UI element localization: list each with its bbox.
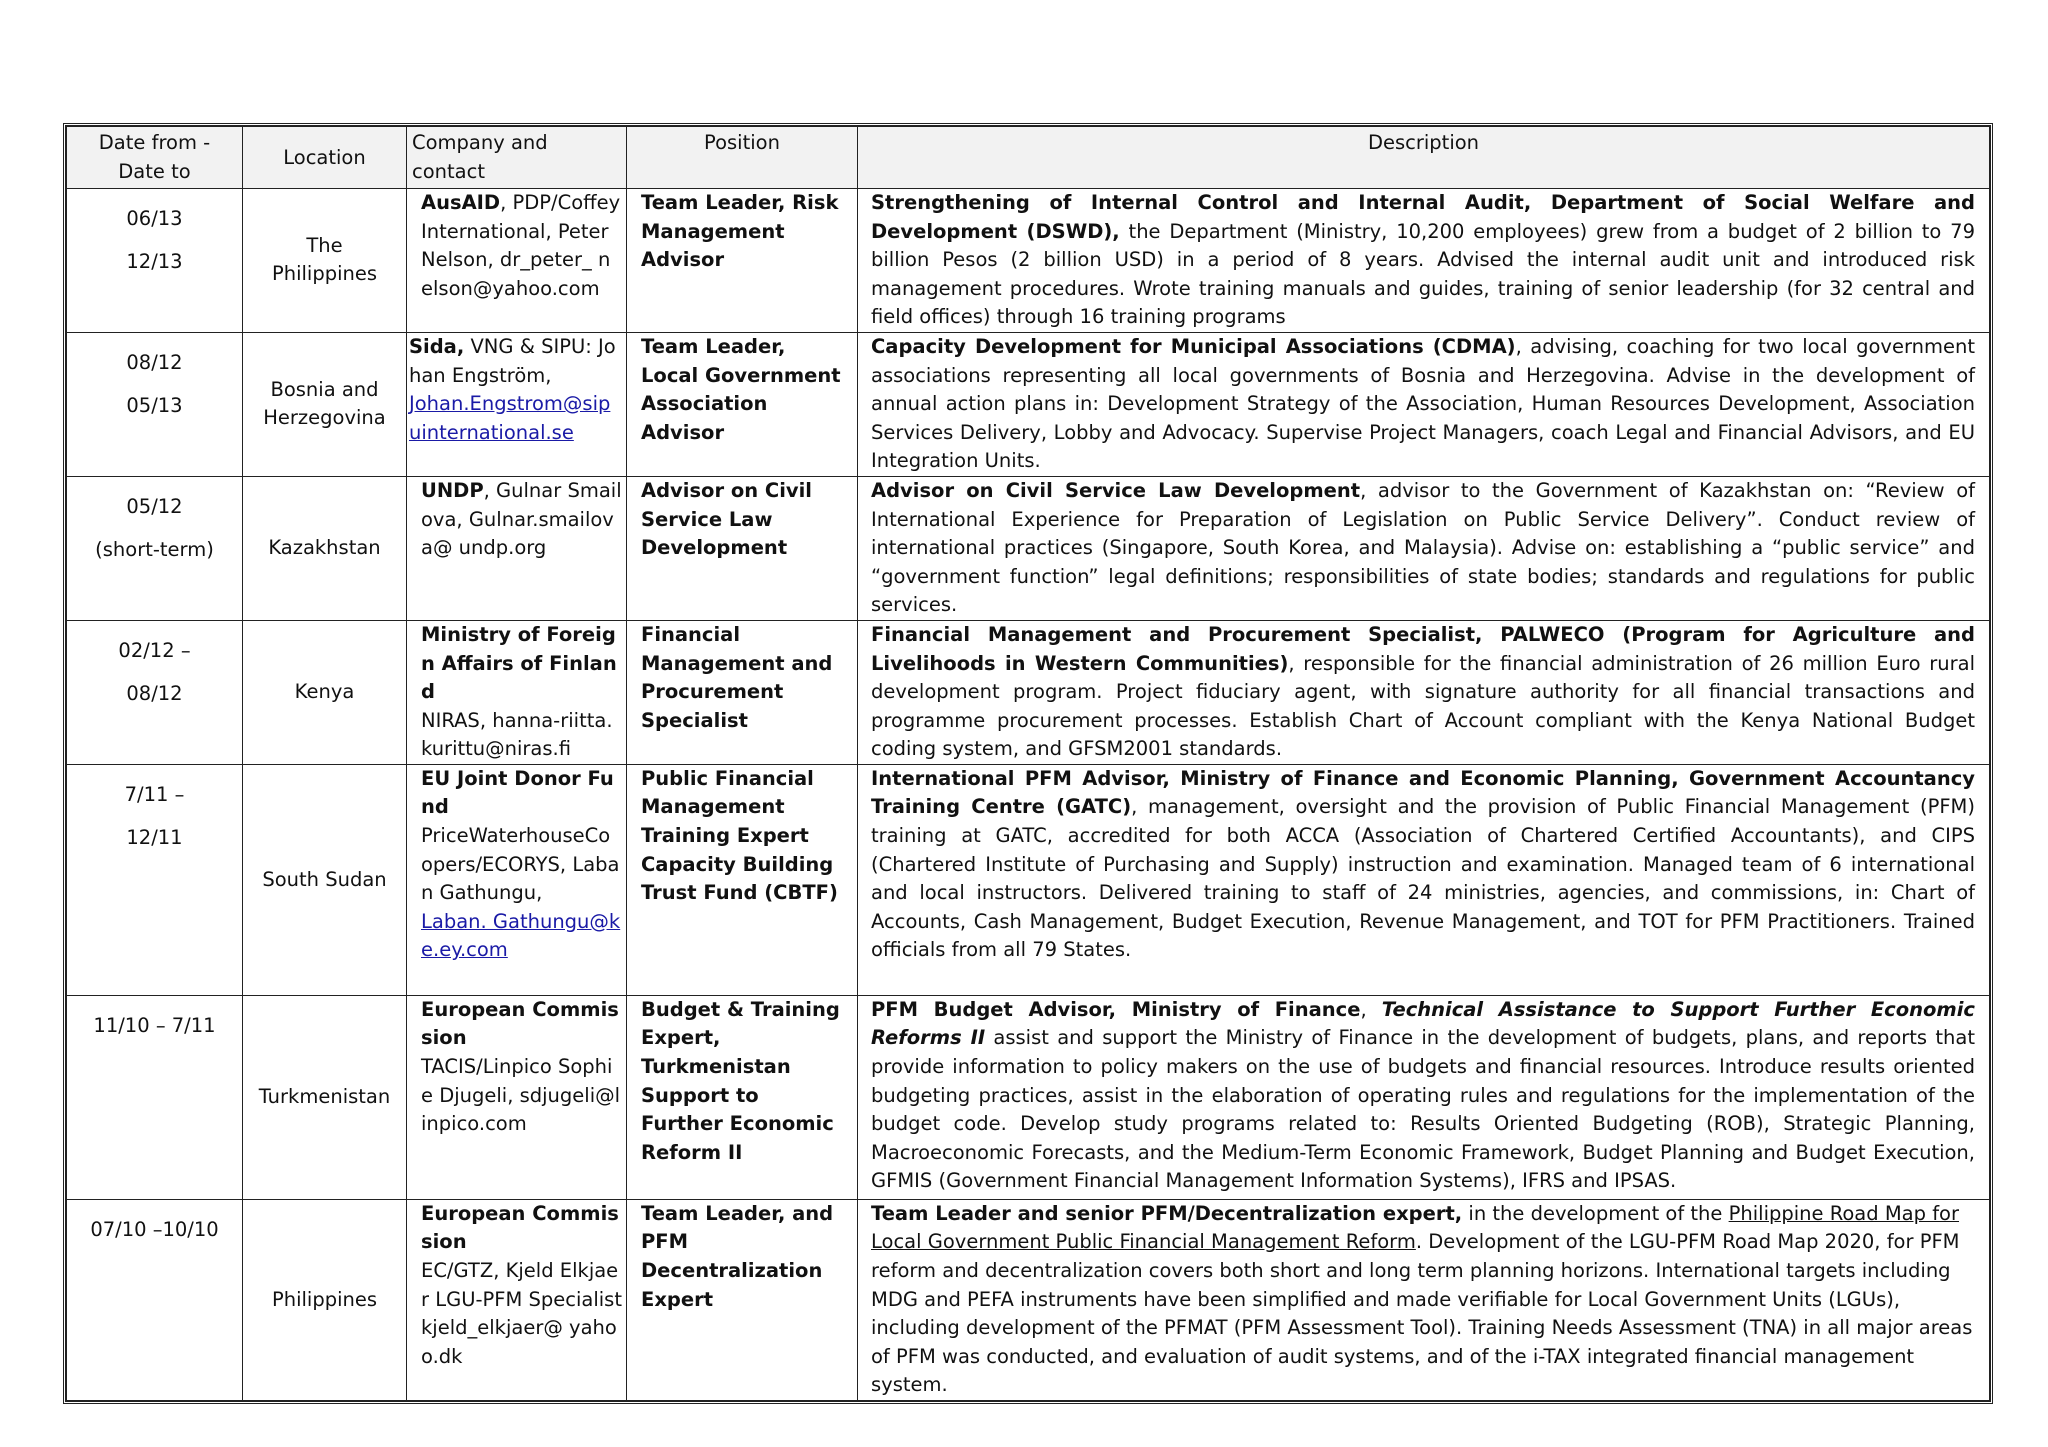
- company-name: EU Joint Donor Fund: [421, 766, 614, 819]
- company-name: AusAID: [421, 191, 501, 214]
- position-cell: Public Financial Management Training Expert Capacity Building Trust Fund (CBTF): [627, 764, 858, 995]
- location-cell: Turkmenistan: [243, 995, 407, 1199]
- position-cell: Advisor on Civil Service Law Development: [627, 476, 858, 620]
- company-contact: TACIS/Linpico Sophie Djugeli, sdjugeli@linpico.com: [421, 1055, 621, 1136]
- company-name: European Commission: [421, 1201, 619, 1254]
- date-to: (short-term): [95, 537, 214, 561]
- company-contact: , Gulnar Smailova, Gulnar.smailova@ undp.org: [421, 478, 622, 560]
- description-cell: [858, 1199, 1990, 1400]
- location-cell: Kenya: [243, 620, 407, 764]
- location-cell: Bosnia and Herzegovina: [243, 332, 407, 476]
- company-cell: [407, 764, 627, 995]
- header-company: Company and contact: [407, 127, 627, 189]
- table-header-row: [67, 127, 1990, 189]
- table-row: [67, 620, 1990, 764]
- description-cell: [858, 189, 1990, 333]
- company-contact: VNG & SIPU: Johan Engström,: [409, 334, 616, 387]
- cv-experience-table: [66, 126, 1990, 1401]
- location-cell: Kazakhstan: [243, 476, 407, 620]
- description-cell: [858, 332, 1990, 476]
- description-title: Team Leader and senior PFM/Decentralization expert,: [871, 1201, 1463, 1225]
- date-cell: [67, 995, 243, 1199]
- location-cell: Philippines: [243, 1199, 407, 1400]
- date-cell: [67, 332, 243, 476]
- description-title: Strengthening of Internal Control and Internal Audit, Department of Social Welfare and Development (DSWD),: [871, 191, 1975, 243]
- description-text: , management, oversight and the provision of Public Financial Management (PFM) training at GATC, accredited for both ACCA (Association of Chartered Certified Accountants), and CIPS (Chartered Institute of Purchasing and Supply) instruction and examination. Managed team of 6 international and local instructors. Delivered training to staff of 24 ministries, agencies, and commissions, in: Chart of Accounts, Cash Management, Budget Execution, Revenue Management, and TOT for PFM Practitioners. Trained officials from all 79 States.: [871, 795, 1975, 962]
- table-row: [67, 189, 1990, 333]
- date-to: 12/13: [126, 250, 183, 273]
- date-from: 05/12: [126, 494, 183, 518]
- description-text: , responsible for the financial administration of 26 million Euro rural development program. Project fiduciary agent, with signature authority for all financial transactions and programme procurement processes. Establish Chart of Account compliant with the Kenya National Budget coding system, and GFSM2001 standards.: [871, 651, 1975, 761]
- company-cell: [407, 620, 627, 764]
- position-cell: Team Leader, Risk Management Advisor: [627, 189, 858, 333]
- date-cell: [67, 189, 243, 333]
- description-title: Financial Management and Procurement Specialist, PALWECO (Program for Agriculture and Livelihoods in Western Communities): [871, 622, 1975, 675]
- contact-email-link[interactable]: Laban. Gathungu@ke.ey.com: [421, 909, 621, 962]
- description-text: assist and support the Ministry of Finance in the development of budgets, plans, and reports that provide information to policy makers on the use of budgets and financial resources. Introduce results oriented budgeting practices, assist in the elaboration of operating rules and regulations for the implementation of the budget code. Develop study programs related to: Results Oriented Budgeting (ROB), Strategic Planning, Macroeconomic Forecasts, and the Medium-Term Economic Framework, Budget Planning and Budget Execution, GFMIS (Government Financial Management Information Systems), IFRS and IPSAS.: [871, 1026, 1975, 1193]
- position-cell: Budget & Training Expert, Turkmenistan Support to Further Economic Reform II: [627, 995, 858, 1199]
- table-row: [67, 764, 1990, 995]
- date-cell: [67, 764, 243, 995]
- description-text: the Department (Ministry, 10,200 employees) grew from a budget of 2 billion to 79 billion Pesos (2 billion USD) in a period of 8 years. Advised the internal audit unit and introduced risk management procedures. Wrote training manuals and guides, training of senior leadership (for 32 central and field offices) through 16 training programs: [871, 219, 1975, 329]
- company-name: European Commission: [421, 997, 619, 1050]
- description-title: Advisor on Civil Service Law Development: [871, 478, 1361, 502]
- date-from: 08/12: [126, 350, 183, 374]
- cv-experience-table-frame: [63, 123, 1993, 1404]
- description-title: International PFM Advisor, Ministry of Finance and Economic Planning, Government Accountancy Training Centre (GATC): [871, 766, 1975, 819]
- position-cell: Team Leader, and PFM Decentralization Expert: [627, 1199, 858, 1400]
- description-title: PFM Budget Advisor, Ministry of Finance: [871, 997, 1361, 1021]
- description-text: . Development of the LGU-PFM Road Map 2020, for PFM reform and decentralization covers both short and long term planning horizons. International targets including MDG and PEFA instruments have been simplified and made verifiable for Local Government Units (LGUs), including development of the PFMAT (PFM Assessment Tool). Training Needs Assessment (TNA) in all major areas of PFM was conducted, and evaluation of audit systems, and of the i-TAX integrated financial management system.: [871, 1230, 1973, 1397]
- company-contact: NIRAS, hanna-riitta. kurittu@niras.fi: [421, 708, 613, 761]
- date-cell: [67, 476, 243, 620]
- location-cell: South Sudan: [243, 764, 407, 995]
- company-name: UNDP: [421, 478, 484, 502]
- table-row: [67, 995, 1990, 1199]
- company-contact: , PDP/Coffey International, Peter Nelson, dr_peter_ nelson@yahoo.com: [421, 191, 621, 300]
- description-cell: [858, 764, 1990, 995]
- company-name: Ministry of Foreign Affairs of Finland: [421, 622, 617, 704]
- table-row: [67, 1199, 1990, 1400]
- header-description: Description: [858, 127, 1990, 189]
- description-cell: [858, 995, 1990, 1199]
- company-cell: [407, 189, 627, 333]
- date-cell: [67, 1199, 243, 1400]
- company-cell: [407, 995, 627, 1199]
- description-text: , advisor to the Government of Kazakhstan on: “Review of International Experience for Preparation of Legislation on Public Service Delivery”. Conduct review of international practices (Singapore, South Korea, and Malaysia). Advise on: establishing a “public service” and “government function” legal definitions; responsibilities of state bodies; standards and regulations for public services.: [871, 478, 1975, 617]
- location-cell: The Philippines: [243, 189, 407, 333]
- date-from: 02/12 –: [118, 638, 191, 662]
- date-from: 06/13: [126, 207, 183, 230]
- description-roadmap-title: Philippine Road Map for Local Government Public Financial Management Reform: [871, 1201, 1960, 1254]
- description-title: Capacity Development for Municipal Associations (CDMA): [871, 334, 1516, 358]
- date-cell: [67, 620, 243, 764]
- contact-email-link[interactable]: Johan.Engstrom@sipuinternational.se: [409, 392, 611, 444]
- date-range: 07/10 –10/10: [90, 1217, 219, 1241]
- company-contact: EC/GTZ, Kjeld Elkjaer LGU-PFM Specialist kjeld_elkjaer@ yahoo.dk: [421, 1259, 622, 1368]
- date-to: 05/13: [126, 393, 183, 417]
- header-location: Location: [243, 127, 407, 189]
- description-intro: in the development of the: [1462, 1201, 1729, 1225]
- company-cell: [407, 1199, 627, 1400]
- company-contact: PriceWaterhouseCoopers/ECORYS, Laban Gathungu,: [421, 824, 620, 905]
- description-cell: [858, 620, 1990, 764]
- position-cell: Team Leader, Local Government Association Advisor: [627, 332, 858, 476]
- position-cell: Financial Management and Procurement Specialist: [627, 620, 858, 764]
- company-name: Sida,: [409, 334, 465, 358]
- description-text: , advising, coaching for two local government associations representing all local governments of Bosnia and Herzegovina. Advise in the development of annual action plans in: Development Strategy of the Association, Human Resources Development, Association Services Delivery, Lobby and Advocacy. Supervise Project Managers, coach Legal and Financial Advisors, and EU Integration Units.: [871, 334, 1975, 473]
- date-to: 08/12: [126, 681, 183, 705]
- date-from: 7/11 –: [124, 782, 185, 806]
- description-separator: ,: [1360, 997, 1382, 1021]
- company-cell: [407, 332, 627, 476]
- table-row: [67, 332, 1990, 476]
- table-row: [67, 476, 1990, 620]
- date-range: 11/10 – 7/11: [93, 1013, 216, 1037]
- header-date: Date from - Date to: [67, 127, 243, 189]
- header-position: Position: [627, 127, 858, 189]
- date-to: 12/11: [126, 825, 183, 849]
- company-cell: [407, 476, 627, 620]
- description-project-title: Technical Assistance to Support Further Economic Reforms II: [871, 997, 1975, 1050]
- description-cell: [858, 476, 1990, 620]
